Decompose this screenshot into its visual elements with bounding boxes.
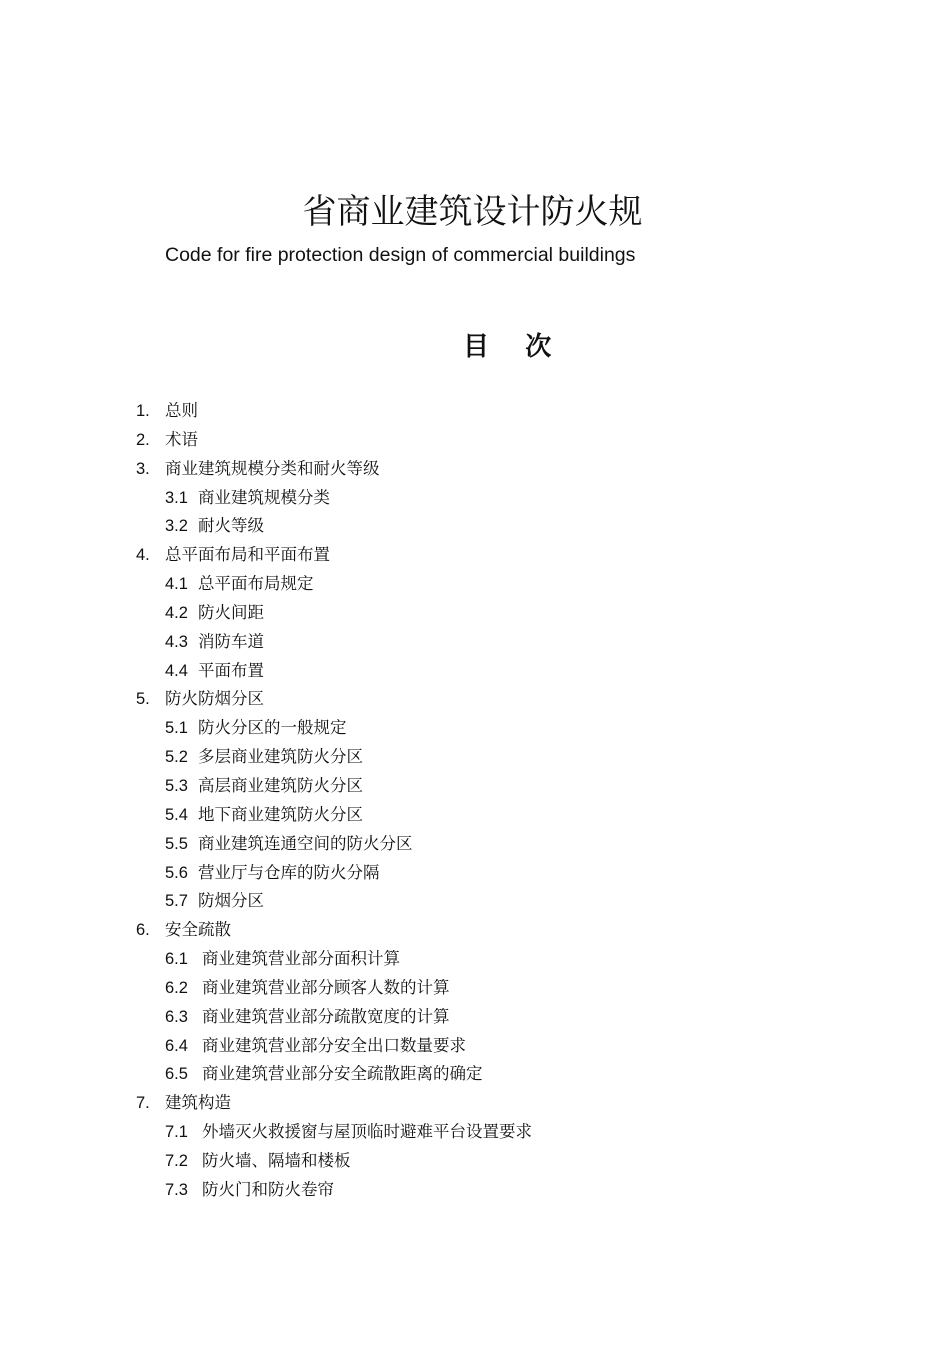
toc-entry: [0, 859, 950, 888]
toc-entry-number: 6.: [136, 921, 150, 940]
toc-entry-text: 外墙灭火救援窗与屋顶临时避难平台设置要求: [202, 1122, 532, 1142]
toc-entry-number: 7.: [136, 1094, 150, 1113]
toc-entry: [0, 1089, 950, 1118]
toc-entry: [0, 484, 950, 513]
toc-entry-number: 5.7: [165, 892, 188, 911]
toc-entry: [0, 570, 950, 599]
toc-entry-text: 商业建筑营业部分安全疏散距离的确定: [202, 1064, 483, 1084]
toc-entry-text: 安全疏散: [165, 920, 231, 940]
toc-entry-text: 商业建筑连通空间的防火分区: [198, 833, 413, 853]
toc-entry: [0, 685, 950, 714]
toc-entry: [0, 916, 950, 945]
toc-entry-text: 防火间距: [198, 602, 264, 622]
toc-entry-number: 4.3: [165, 632, 188, 651]
toc-entry-number: 4.: [136, 546, 150, 565]
toc-entry-number: 7.1: [165, 1123, 188, 1142]
toc-entry-number: 4.4: [165, 661, 188, 680]
document-subtitle: Code for fire protection design of commercial buildings: [165, 244, 636, 266]
toc-entry-number: 6.3: [165, 1007, 188, 1026]
toc-entry-number: 7.3: [165, 1180, 188, 1199]
toc-entry-number: 4.1: [165, 575, 188, 594]
toc-entry-number: 3.1: [165, 488, 188, 507]
toc-entry: [0, 1032, 950, 1061]
toc-entry-text: 商业建筑规模分类和耐火等级: [165, 458, 380, 478]
toc-entry: [0, 772, 950, 801]
toc-entry: [0, 397, 950, 426]
toc-entry: [0, 657, 950, 686]
toc-entry: [0, 945, 950, 974]
toc-entry-number: 4.2: [165, 603, 188, 622]
toc-entry: [0, 830, 950, 859]
toc-entry-text: 商业建筑规模分类: [198, 487, 330, 507]
toc-entry-number: 6.5: [165, 1065, 188, 1084]
toc-entry-text: 防火门和防火卷帘: [202, 1179, 334, 1199]
toc-entry-number: 1.: [136, 402, 150, 420]
toc-entry-number: 5.4: [165, 805, 188, 824]
toc-entry-number: 6.4: [165, 1036, 188, 1055]
toc-entry-number: 5.3: [165, 776, 188, 795]
toc-entry: [0, 1147, 950, 1176]
toc-entry: [0, 714, 950, 743]
table-of-contents: [0, 397, 950, 1205]
toc-entry-text: 营业厅与仓库的防火分隔: [198, 862, 380, 882]
toc-entry-text: 总平面布局规定: [198, 574, 314, 594]
toc-entry: [0, 512, 950, 541]
toc-heading: 目 次: [463, 332, 552, 362]
toc-entry: [0, 599, 950, 628]
document-title: 省商业建筑设计防火规: [302, 192, 643, 232]
toc-entry-number: 6.1: [165, 950, 188, 969]
toc-entry-text: 地下商业建筑防火分区: [198, 804, 363, 824]
toc-entry-text: 商业建筑营业部分顾客人数的计算: [202, 977, 450, 997]
toc-entry: [0, 1176, 950, 1205]
toc-entry-text: 耐火等级: [198, 516, 264, 536]
toc-entry-text: 消防车道: [198, 631, 264, 651]
toc-entry-text: 总则: [165, 401, 198, 420]
toc-entry-number: 5.1: [165, 719, 188, 738]
toc-entry: [0, 801, 950, 830]
toc-entry-text: 平面布置: [198, 660, 264, 680]
toc-entry: [0, 1060, 950, 1089]
toc-entry-text: 商业建筑营业部分面积计算: [202, 949, 400, 969]
toc-entry-text: 商业建筑营业部分安全出口数量要求: [202, 1035, 466, 1055]
toc-entry: [0, 628, 950, 657]
toc-entry-text: 高层商业建筑防火分区: [198, 775, 363, 795]
toc-entry-text: 建筑构造: [165, 1093, 231, 1113]
toc-entry-number: 2.: [136, 430, 150, 449]
toc-entry-text: 多层商业建筑防火分区: [198, 747, 363, 767]
toc-entry-text: 商业建筑营业部分疏散宽度的计算: [202, 1006, 450, 1026]
toc-entry-text: 术语: [165, 429, 198, 449]
toc-entry-text: 总平面布局和平面布置: [165, 545, 330, 565]
toc-entry: [0, 887, 950, 916]
toc-entry-text: 防火墙、隔墙和楼板: [202, 1150, 351, 1170]
toc-entry: [0, 541, 950, 570]
toc-entry: [0, 426, 950, 455]
toc-entry-number: 5.: [136, 690, 150, 709]
toc-entry-number: 3.2: [165, 517, 188, 536]
toc-entry: [0, 974, 950, 1003]
toc-entry-number: 6.2: [165, 978, 188, 997]
toc-entry-number: 3.: [136, 459, 150, 478]
toc-entry: [0, 1003, 950, 1032]
toc-entry-number: 5.5: [165, 834, 188, 853]
toc-entry: [0, 1118, 950, 1147]
toc-entry: [0, 455, 950, 484]
toc-entry-text: 防火分区的一般规定: [198, 718, 347, 738]
toc-entry: [0, 743, 950, 772]
toc-entry-number: 5.2: [165, 748, 188, 767]
toc-entry-number: 7.2: [165, 1151, 188, 1170]
toc-entry-text: 防烟分区: [198, 891, 264, 911]
toc-entry-number: 5.6: [165, 863, 188, 882]
toc-entry-text: 防火防烟分区: [165, 689, 264, 709]
